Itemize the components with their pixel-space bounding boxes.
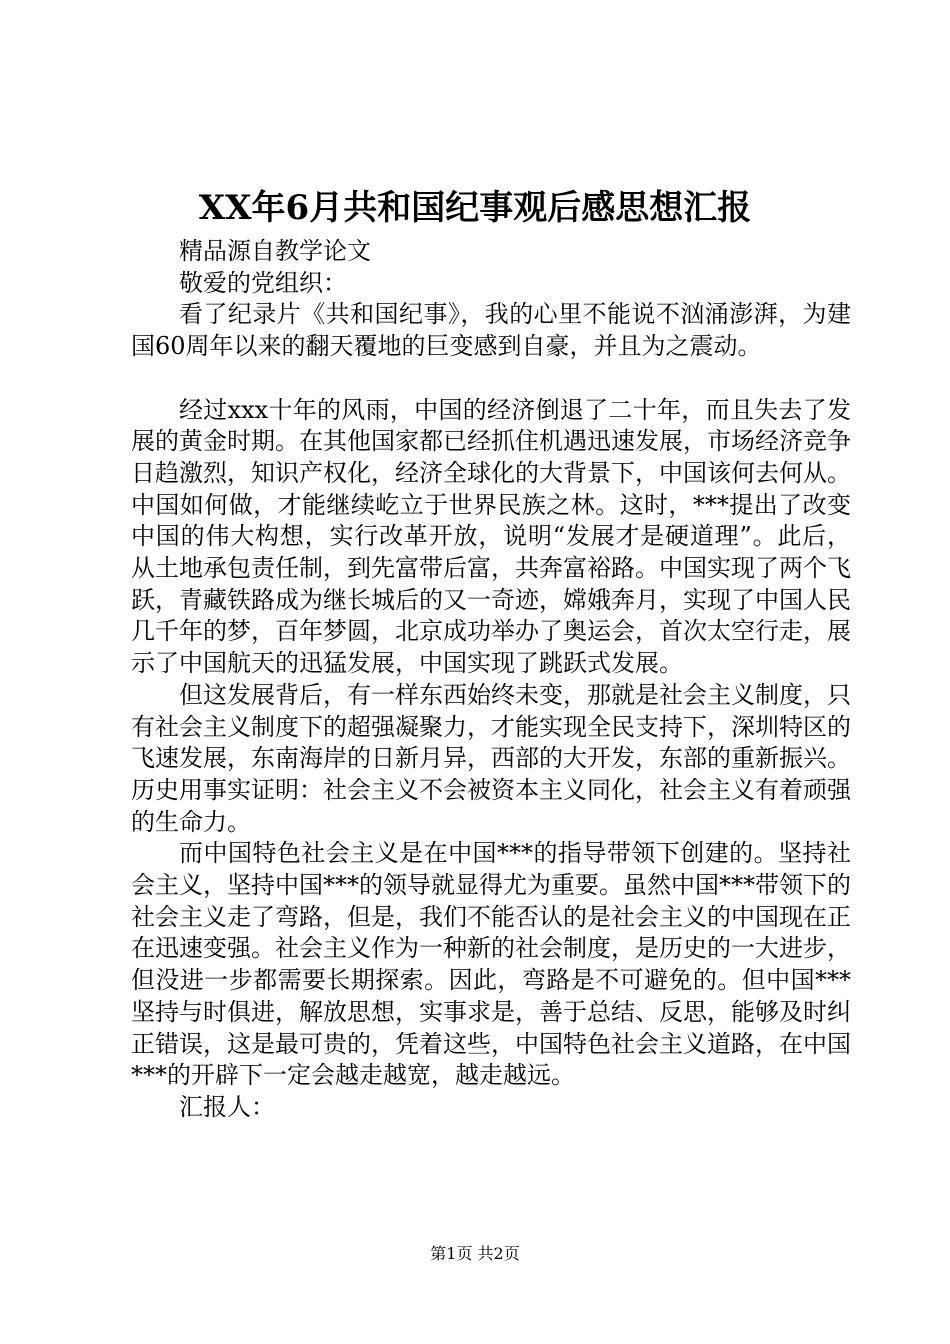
- document-title: XX年6月共和国纪事观后感思想汇报: [198, 188, 752, 228]
- source-line: 精品源自教学论文: [179, 237, 371, 265]
- salutation: 敬爱的党组织：: [179, 268, 347, 297]
- document-body: [131, 236, 851, 1124]
- paragraph: 看了纪录片《共和国纪事》，我的心里不能说不汹涌澎湃，为建国60周年以来的翻天覆地的巨变感到自豪，并且为之震动。: [131, 300, 851, 361]
- paragraph: 而中国特色社会主义是在中国***的指导带领下创建的。坚持社会主义，坚持中国***的领导就显得尤为重要。虽然中国***带领下的社会主义走了弯路，但是，我们不能否认的是社会主义的中国现在正在迅速变强。社会主义作为一种新的社会制度，是历史的一大进步，但没进一步都需要长期探索。因此，弯路是不可避免的。但中国***坚持与时俱进，解放思想，实事求是，善于总结、反思，能够及时纠正错误，这是最可贵的，凭着这些，中国特色社会主义道路，在中国***的开辟下一定会越走越宽，越走越远。: [131, 839, 851, 1090]
- signature-line: 汇报人：: [179, 1092, 275, 1121]
- paragraph: 但这发展背后，有一样东西始终未变，那就是社会主义制度，只有社会主义制度下的超强凝聚力，才能实现全民支持下，深圳特区的飞速发展，东南海岸的日新月异，西部的大开发，东部的重新振兴。历史用事实证明：社会主义不会被资本主义同化，社会主义有着顽强的生命力。: [131, 680, 851, 836]
- paragraph: 经过xxx十年的风雨，中国的经济倒退了二十年，而且失去了发展的黄金时期。在其他国家都已经抓住机遇迅速发展，市场经济竞争日趋激烈，知识产权化，经济全球化的大背景下，中国该何去何从。中国如何做，才能继续屹立于世界民族之林。这时，***提出了改变中国的伟大构想，实行改革开放，说明“发展才是硬道理”。此后，从土地承包责任制，到先富带后富，共奔富裕路。中国实现了两个飞跃，青藏铁路成为继长城后的又一奇迹，嫦娥奔月，实现了中国人民几千年的梦，百年梦圆，北京成功举办了奥运会，首次太空行走，展示了中国航天的迅猛发展，中国实现了跳跃式发展。: [131, 395, 851, 678]
- page-number-footer: 第1页 共2页: [430, 1244, 520, 1263]
